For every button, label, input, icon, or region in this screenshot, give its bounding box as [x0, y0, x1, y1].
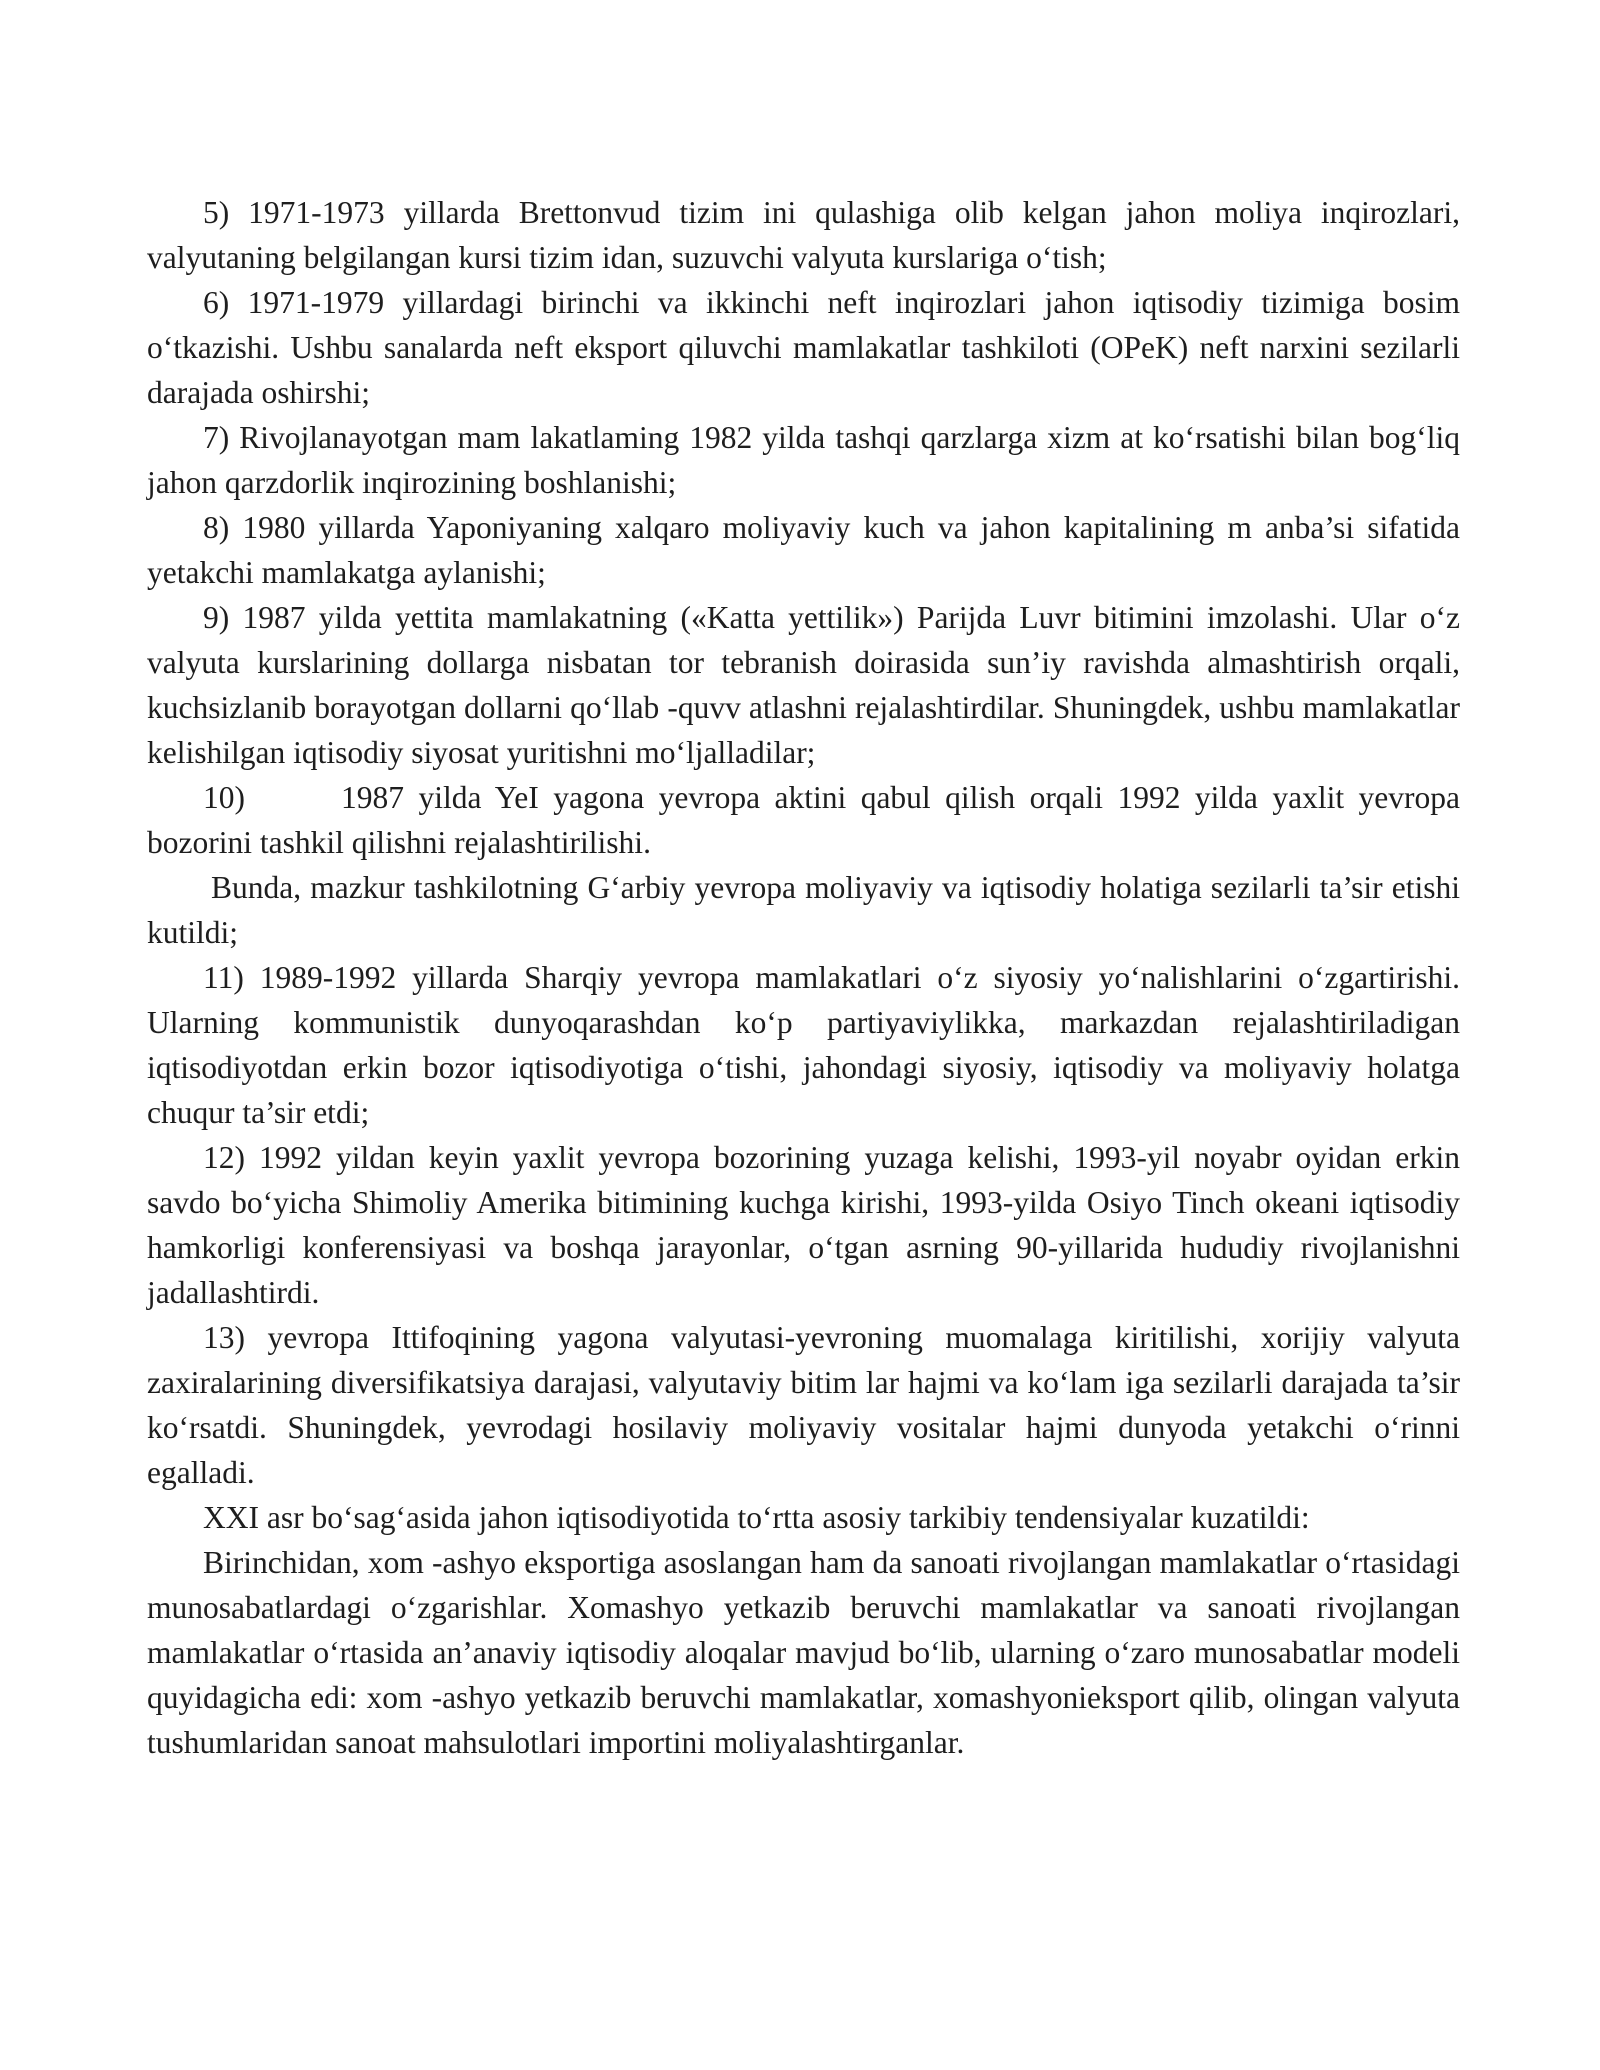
item-text: 1992 yildan keyin yaxlit yevropa bozorining yuzaga kelishi, 1993-yil noyabr oyidan erkin savdo boʻyicha Shimoliy Amerika bitimining kuchga kirishi, 1993-yilda Osiyo Tinch okeani iqtisodiy hamkorligi konferensiyasi va boshqa jarayonlar, oʻtgan asrning 90-yillarida hududiy rivojlanishni jadallashtirdi.	[147, 1140, 1460, 1310]
paragraph-text: Birinchidan, xom -ashyo eksportiga asoslangan ham da sanoati rivojlangan mamlakatlar oʻrtasidagi munosabatlardagi oʻzgarishlar. Xomashyo yetkazib beruvchi mamlakatlar va sanoati rivojlangan mamlakatlar oʻrtasida an’anaviy iqtisodiy aloqalar mavjud boʻlib, ularning oʻzaro munosabatlar modeli quyidagicha edi: xom -ashyo yetkazib beruvchi mamlakatlar, xomashyonieksport qilib, olingan valyuta tushumlaridan sanoat mahsulotlari importini moliyalashtirganlar.	[147, 1545, 1460, 1760]
item-text: 1971-1973 yillarda Brettonvud tizim ini qulashiga olib kelgan jahon moliya inqirozlari, valyutaning belgilangan kursi tizim idan, suzuvchi valyuta kurslariga oʻtish;	[147, 195, 1460, 275]
list-item-13	[147, 1315, 1460, 1495]
item-text: yevropa Ittifoqining yagona valyutasi-yevroning muomalaga kiritilishi, xorijiy valyuta zaxiralarining diversifikatsiya darajasi, valyutaviy bitim lar hajmi va koʻlam iga sezilarli darajada ta’sir koʻrsatdi. Shuningdek, yevrodagi hosilaviy moliyaviy vositalar hajmi dunyoda yetakchi oʻrinni egalladi.	[147, 1320, 1460, 1490]
list-item-12	[147, 1135, 1460, 1315]
paragraph-xxi-asr	[147, 1495, 1460, 1540]
document-page	[147, 190, 1460, 1765]
item-number: 6)	[203, 285, 230, 320]
item-number: 7)	[203, 420, 230, 455]
item-number: 10)	[203, 780, 245, 815]
list-item-10	[147, 775, 1460, 865]
list-item-11	[147, 955, 1460, 1135]
item-number: 8)	[203, 510, 230, 545]
paragraph-birinchidan	[147, 1540, 1460, 1765]
item-text: 1971-1979 yillardagi birinchi va ikkinchi neft inqirozlari jahon iqtisodiy tizimiga bosim oʻtkazishi. Ushbu sanalarda neft eksport qiluvchi mamlakatlar tashkiloti (OPeK) neft narxini sezilarli darajada oshirshi;	[147, 285, 1460, 410]
list-item-8	[147, 505, 1460, 595]
item-text: 1987 yilda YeI yagona yevropa aktini qabul qilish orqali 1992 yilda yaxlit yevropa bozorini tashkil qilishni rejalashtirilishi.	[147, 780, 1460, 860]
item-text: Rivojlanayotgan mam lakatlaming 1982 yilda tashqi qarzlarga xizm at koʻrsatishi bilan bogʻliq jahon qarzdorlik inqirozining boshlanishi;	[147, 420, 1461, 500]
list-item-7	[147, 415, 1460, 505]
item-number: 5)	[203, 195, 230, 230]
paragraph-text: XXI asr boʻsagʻasida jahon iqtisodiyotida toʻrtta asosiy tarkibiy tendensiyalar kuzatildi:	[203, 1500, 1310, 1535]
item-number: 9)	[203, 600, 230, 635]
item-number: 12)	[203, 1140, 245, 1175]
item-text: 1987 yilda yettita mamlakatning («Katta yettilik») Parijda Luvr bitimini imzolashi. Ular oʻz valyuta kurslarining dollarga nisbatan tor tebranish doirasida sun’iy ravishda almashtirish orqali, kuchsizlanib borayotgan dollarni qoʻllab -quvv atlashni rejalashtirdilar. Shuningdek, ushbu mamlakatlar kelishilgan iqtisodiy siyosat yuritishni moʻljalladilar;	[147, 600, 1460, 770]
item-text: 1980 yillarda Yaponiyaning xalqaro moliyaviy kuch va jahon kapitalining m anba’si sifatida yetakchi mamlakatga aylanishi;	[147, 510, 1461, 590]
item-number: 11)	[203, 960, 244, 995]
item-text: 1989-1992 yillarda Sharqiy yevropa mamlakatlari oʻz siyosiy yoʻnalishlarini oʻzgartirishi. Ularning kommunistik dunyoqarashdan koʻp partiyaviylikka, markazdan rejalashtiriladigan iqtisodiyotdan erkin bozor iqtisodiyotiga oʻtishi, jahondagi siyosiy, iqtisodiy va moliyaviy holatga chuqur ta’sir etdi;	[147, 960, 1460, 1130]
item-number: 13)	[203, 1320, 245, 1355]
list-item-6	[147, 280, 1460, 415]
paragraph-text: Bunda, mazkur tashkilotning Gʻarbiy yevropa moliyaviy va iqtisodiy holatiga sezilarli ta’sir etishi kutildi;	[147, 870, 1460, 950]
list-item-5	[147, 190, 1460, 280]
list-item-9	[147, 595, 1460, 775]
paragraph-bunda	[147, 865, 1460, 955]
